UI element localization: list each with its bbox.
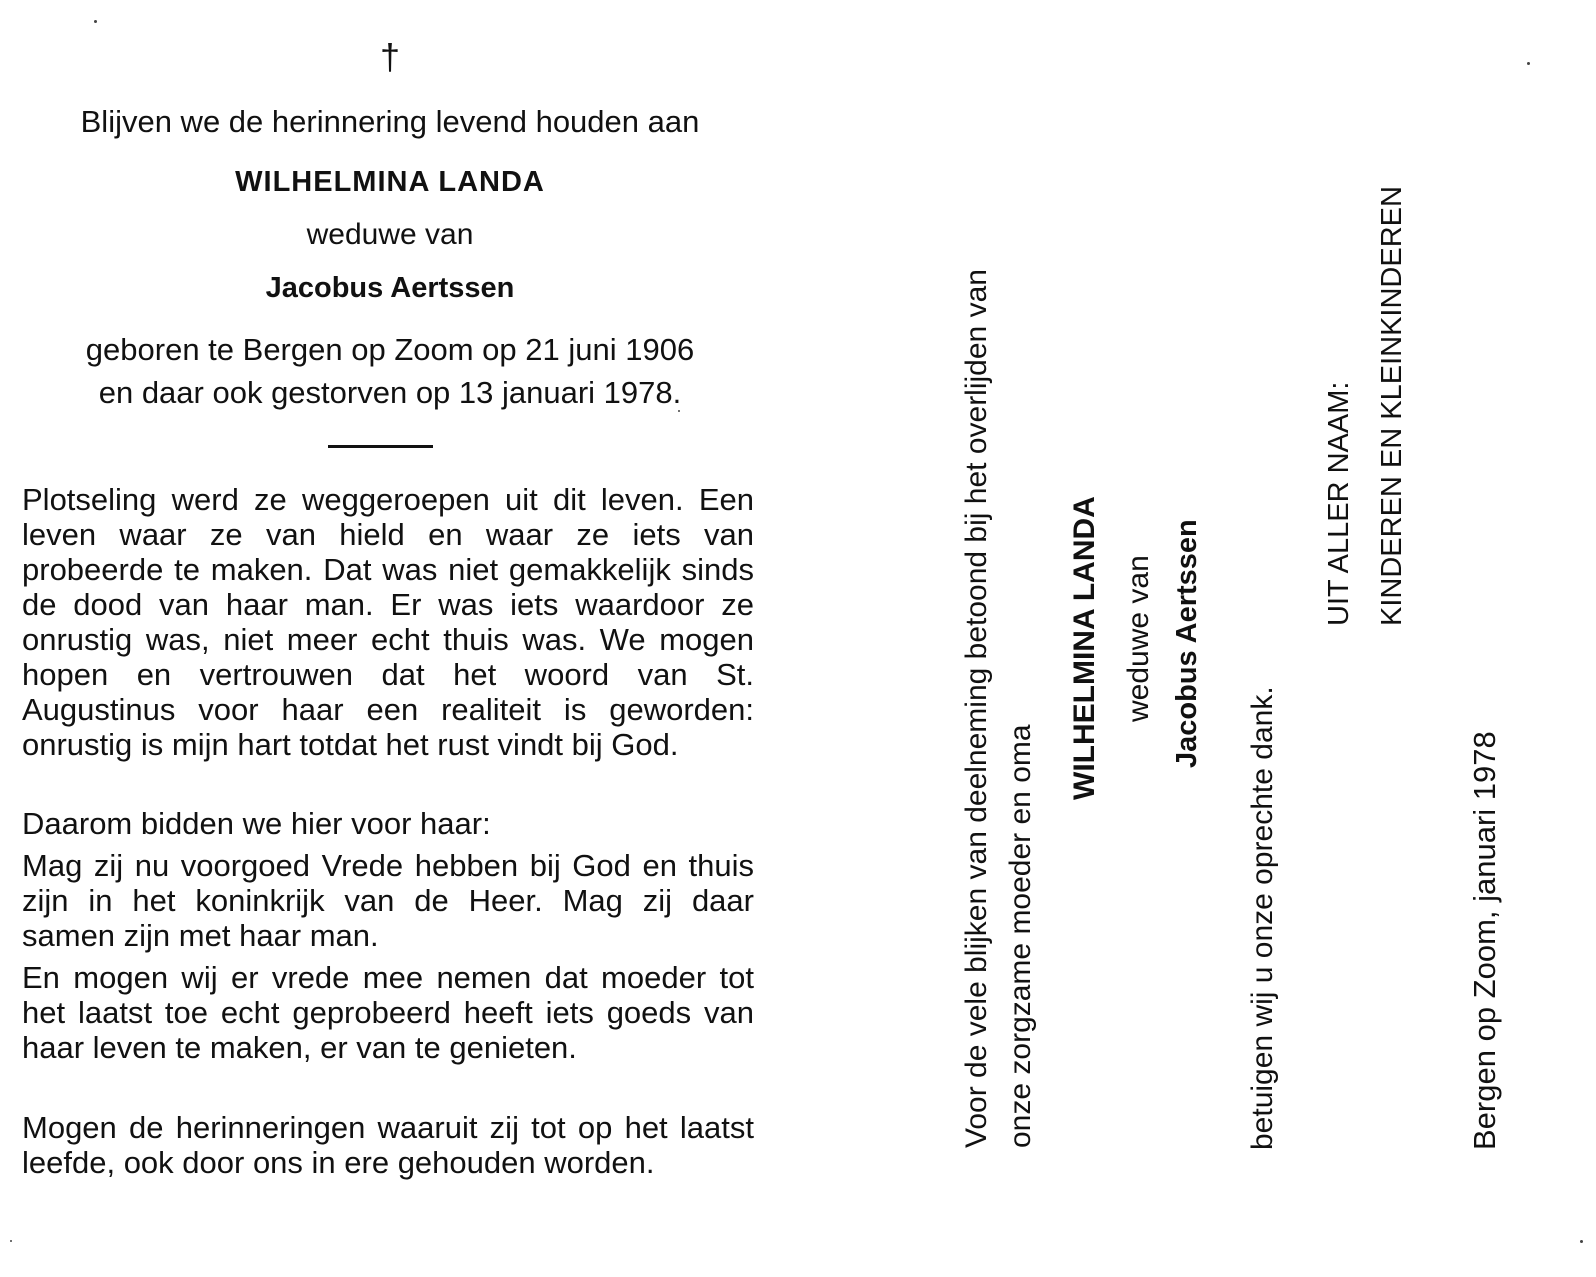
paragraph-life: Plotseling werd ze weggeroepen uit dit leven. Een leven waar ze van hield en waar ze iets van probeerde te maken. Dat was niet gemakkelijk sinds de dood van haar man. Er was iets waardoor ze onrustig was, niet meer echt thuis was. We mogen hopen en vertrouwen dat het woord van St. Augustinus voor haar een realiteit is geworden: onrustig is mijn hart totdat het rust vindt bij God. [22, 482, 754, 762]
scan-speck [1527, 62, 1530, 65]
thanks-line-2: onze zorgzame moeder en oma [1004, 724, 1037, 1148]
deceased-name: WILHELMINA LANDA [235, 166, 545, 198]
thanks-line-1: Voor de vele blijken van deelneming betoond bij het overlijden van [960, 269, 993, 1148]
scan-speck [678, 410, 680, 412]
thanks-gratitude: betuigen wij u onze oprechte dank. [1246, 686, 1279, 1150]
birth-line: geboren te Bergen op Zoom op 21 juni 1906 [85, 332, 695, 367]
spouse-name: Jacobus Aertssen [265, 272, 515, 304]
intro-line: Blijven we de herinnering levend houden aan [80, 104, 700, 139]
cross-icon: † [379, 36, 401, 77]
paragraph-peace: En mogen wij er vrede mee nemen dat moeder tot het laatst toe echt geprobeerd heeft iets goeds van haar leven te maken, er van te genieten. [22, 960, 754, 1065]
widow-of-line: weduwe van [306, 218, 474, 251]
scan-speck [1580, 1240, 1583, 1243]
thanks-widow-of: weduwe van [1122, 555, 1155, 722]
thanks-name: WILHELMINA LANDA [1068, 496, 1101, 800]
divider [328, 445, 433, 448]
place-date: Bergen op Zoom, januari 1978 [1467, 731, 1502, 1150]
scan-speck [10, 1240, 12, 1242]
signed-by: KINDEREN EN KLEINKINDEREN [1376, 186, 1408, 626]
paragraph-prayer-intro: Daarom bidden we hier voor haar: [22, 806, 491, 841]
paragraph-memories: Mogen de herinneringen waaruit zij tot op het laatst leefde, ook door ons in ere gehouden worden. [22, 1110, 754, 1180]
death-line: en daar ook gestorven op 13 januari 1978. [98, 375, 682, 410]
paragraph-prayer: Mag zij nu voorgoed Vrede hebben bij God en thuis zijn in het koninkrijk van de Heer. Mag zij daar samen zijn met haar man. [22, 848, 754, 953]
signed-by-label: UIT ALLER NAAM: [1323, 381, 1355, 626]
scan-speck [94, 20, 97, 23]
thanks-spouse-name: Jacobus Aertssen [1171, 519, 1203, 768]
